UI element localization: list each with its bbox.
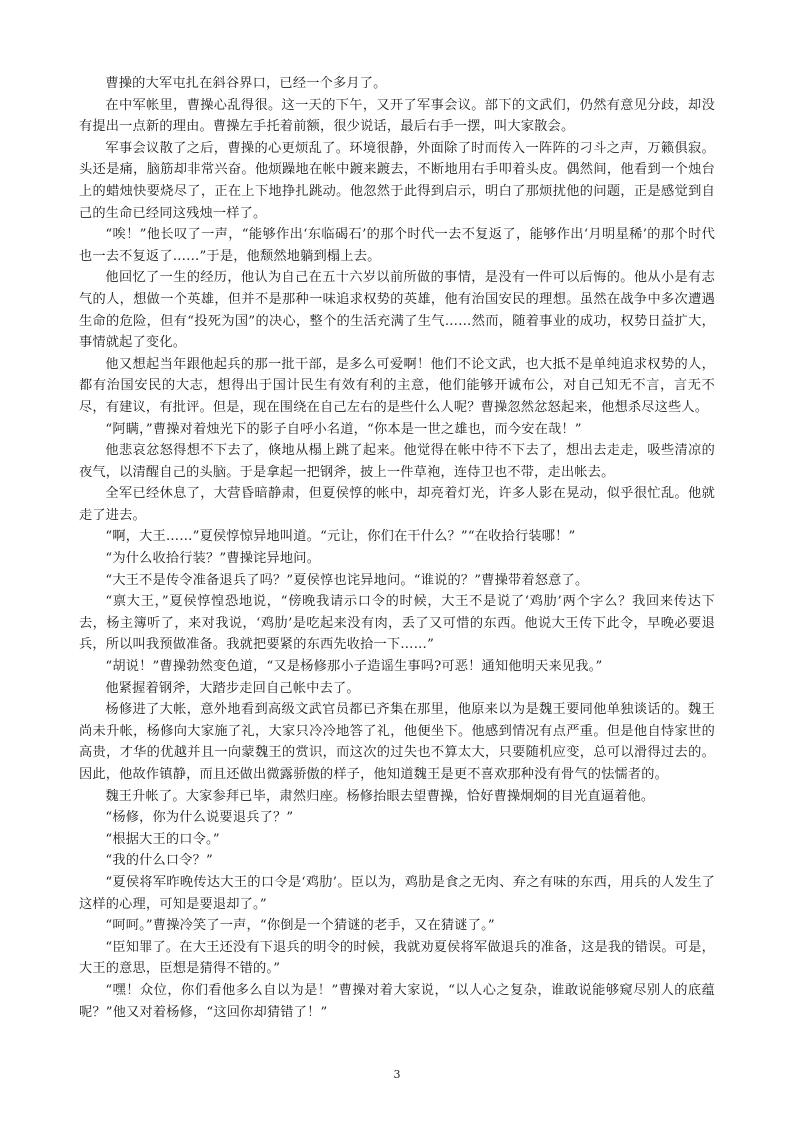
paragraph: 他紧握着钢斧，大踏步走回自己帐中去了。 [105, 680, 360, 696]
paragraph: “根据大王的口令。” [105, 831, 220, 847]
paragraph: “胡说！”曹操勃然变色道，“又是杨修那小子造谣生事吗?可恶！通知他明天来见我。” [105, 659, 603, 675]
paragraph: “杨修，你为什么说要退兵了？” [105, 810, 294, 826]
paragraph: “我的什么口令？” [105, 853, 213, 869]
paragraph: 曹操的大军屯扎在斜谷界口，已经一个多月了。 [105, 76, 387, 91]
paragraph: “为什么收拾行装？”曹操诧异地问。 [105, 551, 321, 567]
paragraph: “啊，大王……”夏侯惇惊异地叫道。“元让，你们在干什么？”“在收拾行装哪！” [105, 529, 576, 545]
paragraph: 他又想起当年跟他起兵的那一批干部，是多么可爱啊！他们不论文武，也大抵不是单纯追求权势的人，都有治国安民的大志，想得出于国计民生有效有利的主意，他们能够开诚布公，对自己知无不言，言无不尽，有建议，有批评。但是，现在围绕在自己左右的是些什么人呢？曹操忽然忿怒起来，他想杀尽这些人。 [79, 356, 715, 415]
paragraph: 他回忆了一生的经历，他认为自己在五十六岁以前所做的事情，是没有一件可以后悔的。他从小是有志气的人，想做一个英雄，但并不是那种一味追求权势的英雄，他有治国安民的理想。虽然在战争中多次遭遇生命的危险，但有“投死为国”的决心，整个的生活充满了生气……然而，随着事业的成功，权势日益扩大，事情就起了变化。 [79, 270, 715, 351]
paragraph: “嘿！众位，你们看他多么自以为是！”曹操对着大家说，“以人心之复杂，谁敢说能够窥尽别人的底蕴呢？”他又对着杨修，“这回你却猜错了！” [79, 982, 715, 1020]
paragraph: “阿瞒，”曹操对着烛光下的影子自呼小名道，“你本是一世之雄也，而今安在哉！” [105, 421, 582, 437]
paragraph: “禀大王，”夏侯惇惶恐地说，“傍晚我请示口令的时候，大王不是说了‘鸡肋’两个字么？我回来传达下去，杨主簿听了，来对我说，‘鸡肋’是吃起来没有肉，丢了又可惜的东西。他说大王传下此令，早晚必要退兵，所以叫我预做准备。我就把要紧的东西先收拾一下……” [79, 594, 715, 653]
body-text [79, 73, 715, 1023]
paragraph: 军事会议散了之后，曹操的心更烦乱了。环境很静，外面除了时而传入一阵阵的刁斗之声，万籁俱寂。头还是痛，脑筋却非常兴奋。他烦躁地在帐中踱来踱去，不断地用右手叩着头皮。偶然间，他看到一个烛台上的蜡烛快要烧尽了，正在上下地挣扎跳动。他忽然于此得到启示，明白了那烦扰他的问题，正是感觉到自己的生命已经同这残烛一样了。 [79, 140, 715, 221]
paragraph: 他悲哀忿怒得想不下去了，倏地从榻上跳了起来。他觉得在帐中待不下去了，想出去走走，吸些清凉的夜气，以清醒自己的头脑。于是拿起一把钢斧，披上一件草袍，连侍卫也不带，走出帐去。 [79, 443, 715, 480]
paragraph: 魏王升帐了。大家参拜已毕，肃然归座。杨修抬眼去望曹操，恰好曹操炯炯的目光直逼着他。 [105, 788, 655, 804]
paragraph: 杨修进了大帐，意外地看到高级文武官员都已齐集在那里，他原来以为是魏王要同他单独谈话的。魏王尚未升帐，杨修向大家施了礼，大家只冷冷地答了礼，他便坐下。他感到情况有点严重。但是他自恃家世的高贵，才华的优越并且一向蒙魏王的赏识，而这次的过失也不算太大，只要随机应变，总可以滑得过去的。因此，他故作镇静，而且还做出微露骄傲的样子，他知道魏王是更不喜欢那种没有骨气的怯懦者的。 [79, 702, 715, 782]
paragraph: “夏侯将军昨晚传达大王的口令是‘鸡肋’。臣以为，鸡肋是食之无肉、弃之有味的东西，用兵的人发生了这样的心理，可知是要退却了。” [79, 874, 715, 912]
paragraph: 全军已经休息了，大营昏暗静肃，但夏侯惇的帐中，却亮着灯光，许多人影在晃动，似乎很忙乱。他就走了进去。 [79, 486, 715, 523]
paragraph: “大王不是传令准备退兵了吗？”夏侯惇也诧异地问。“谁说的？”曹操带着怒意了。 [105, 572, 589, 588]
paragraph: “呵呵。”曹操冷笑了一声，“你倒是一个猜谜的老手，又在猜谜了。” [105, 918, 495, 934]
paragraph: 在中军帐里，曹操心乱得很。这一天的下午，又开了军事会议。部下的文武们，仍然有意见分歧，却没有提出一点新的理由。曹操左手托着前额，很少说话，最后右手一摆，叫大家散会。 [79, 97, 715, 135]
page-number: 3 [393, 1068, 401, 1081]
paragraph: “唉！”他长叹了一声，“能够作出‘东临碣石’的那个时代一去不复返了，能够作出‘月明星稀’的那个时代也一去不复返了……”于是，他颓然地躺到榻上去。 [79, 227, 715, 264]
paragraph: “臣知罪了。在大王还没有下退兵的明令的时候，我就劝夏侯将军做退兵的准备，这是我的错误。可是，大王的意思，臣想是猜得不错的。” [79, 939, 715, 977]
